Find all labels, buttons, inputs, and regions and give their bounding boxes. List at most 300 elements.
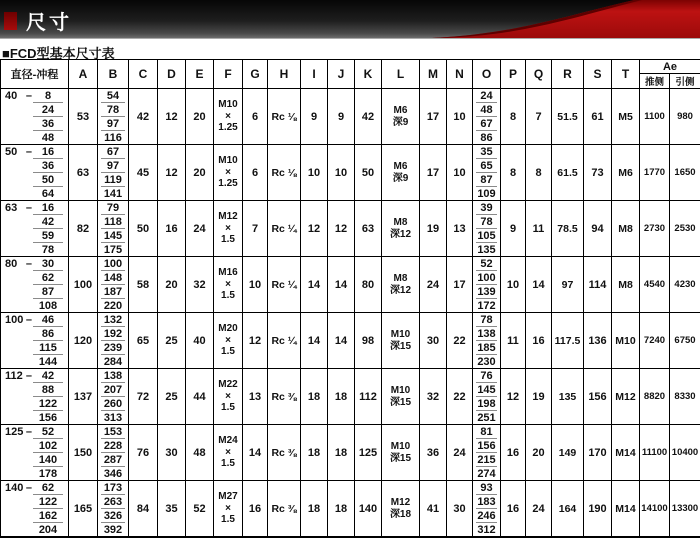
cell-L-line-1: 深15 (382, 341, 419, 353)
cell-T: M5 (612, 89, 640, 145)
diameter-label (1, 257, 33, 271)
cell-F-line-2: 1.5 (214, 234, 242, 246)
stroke-value-0: 30 (33, 257, 63, 271)
cell-J: 12 (328, 201, 355, 257)
cell-ae-push: 8820 (640, 369, 670, 425)
cell-B-value-2: 287 (101, 453, 125, 467)
cell-S: 156 (584, 369, 612, 425)
cell-J: 9 (328, 89, 355, 145)
cell-dia-stroke (1, 369, 69, 425)
cell-M: 24 (420, 257, 447, 313)
cell-L-line-0: M12 (382, 497, 419, 509)
cell-L-line-0: M8 (382, 217, 419, 229)
cell-ae-push: 2730 (640, 201, 670, 257)
cell-B-value-2: 145 (101, 229, 125, 243)
cell-R: 135 (552, 369, 584, 425)
cell-M: 32 (420, 369, 447, 425)
cell-O-stack (473, 313, 500, 368)
cell-D: 25 (158, 369, 186, 425)
cell-O-stack (473, 201, 500, 256)
cell-F-line-0: M10 (214, 99, 242, 111)
cell-S: 190 (584, 481, 612, 538)
diameter-value: 40 (5, 90, 17, 102)
cell-F-lines (214, 425, 242, 480)
col-header-S: S (584, 60, 612, 89)
cell-O-value-0: 81 (476, 425, 497, 439)
cell-dia-stroke (1, 257, 69, 313)
stroke-value-3: 78 (33, 243, 63, 256)
cell-B-value-0: 153 (101, 425, 125, 439)
cell-P: 16 (501, 425, 526, 481)
cell-O-stack (473, 481, 500, 536)
cell-O-value-3: 312 (476, 523, 497, 536)
cell-I: 14 (301, 313, 328, 369)
cell-Q: 7 (526, 89, 552, 145)
stroke-value-2: 115 (33, 341, 63, 355)
cell-F-lines (214, 89, 242, 144)
stroke-value-2: 87 (33, 285, 63, 299)
cell-N: 24 (447, 425, 473, 481)
cell-L (382, 481, 420, 538)
cell-F-line-2: 1.5 (214, 346, 242, 358)
col-header-E: E (186, 60, 214, 89)
table-row (1, 481, 700, 538)
diameter-value: 125 (5, 426, 23, 438)
stroke-value-0: 8 (33, 89, 63, 103)
cell-L-line-1: 深9 (382, 117, 419, 129)
cell-B-value-2: 119 (101, 173, 125, 187)
cell-B-stack (98, 425, 128, 480)
stroke-value-0: 16 (33, 201, 63, 215)
stroke-value-1: 36 (33, 159, 63, 173)
cell-R: 51.5 (552, 89, 584, 145)
cell-L-lines (382, 145, 419, 200)
banner-swoosh-graphic (0, 0, 700, 38)
cell-F (214, 145, 243, 201)
cell-O-stack (473, 425, 500, 480)
stroke-value-2: 122 (33, 397, 63, 411)
cell-B-value-1: 148 (101, 271, 125, 285)
cell-O-value-0: 24 (476, 89, 497, 103)
section-title: ■FCD型基本尺寸表 (0, 40, 700, 59)
table-row (1, 145, 700, 201)
diameter-value: 112 (5, 370, 23, 382)
cell-L-line-1: 深15 (382, 397, 419, 409)
cell-C: 45 (129, 145, 158, 201)
stroke-value-1: 88 (33, 383, 63, 397)
cell-O-value-0: 93 (476, 481, 497, 495)
col-header-D: D (158, 60, 186, 89)
col-header-J: J (328, 60, 355, 89)
cell-T: M14 (612, 481, 640, 538)
cell-B-value-2: 260 (101, 397, 125, 411)
diameter-value: 63 (5, 202, 17, 214)
cell-B-value-0: 132 (101, 313, 125, 327)
stroke-list (33, 313, 63, 368)
cell-P: 11 (501, 313, 526, 369)
cell-I: 10 (301, 145, 328, 201)
diameter-label (1, 369, 33, 383)
cell-F-line-1: × (214, 279, 242, 291)
cell-L-line-1: 深12 (382, 229, 419, 241)
cell-F-line-2: 1.5 (214, 458, 242, 470)
cell-L-line-1: 深9 (382, 173, 419, 185)
cell-F-line-2: 1.5 (214, 290, 242, 302)
cell-F (214, 481, 243, 538)
cell-F (214, 369, 243, 425)
cell-O (473, 145, 501, 201)
cell-M: 30 (420, 313, 447, 369)
cell-ae-pull: 8330 (670, 369, 700, 425)
diameter-dash: – (26, 370, 32, 382)
cell-O-stack (473, 145, 500, 200)
cell-H: Rc ⅜ (268, 425, 301, 481)
dia-stroke-wrap (1, 369, 68, 424)
cell-O-value-3: 135 (476, 243, 497, 256)
col-header-ae-sub-1: 引侧 (670, 74, 700, 89)
dia-stroke-wrap (1, 89, 68, 144)
cell-P: 16 (501, 481, 526, 538)
cell-F (214, 257, 243, 313)
stroke-value-3: 204 (33, 523, 63, 536)
table-row (1, 313, 700, 369)
col-header-ae-sub-0: 推侧 (640, 74, 670, 89)
cell-S: 73 (584, 145, 612, 201)
cell-B (98, 313, 129, 369)
col-header-N: N (447, 60, 473, 89)
cell-H: Rc ¼ (268, 313, 301, 369)
cell-O-value-3: 274 (476, 467, 497, 480)
cell-C: 72 (129, 369, 158, 425)
cell-ae-pull: 6750 (670, 313, 700, 369)
cell-B (98, 257, 129, 313)
cell-O-value-3: 86 (476, 131, 497, 144)
stroke-value-3: 48 (33, 131, 63, 144)
cell-B-stack (98, 145, 128, 200)
col-header-L: L (382, 60, 420, 89)
cell-R: 61.5 (552, 145, 584, 201)
cell-T: M14 (612, 425, 640, 481)
cell-F-line-1: × (214, 111, 242, 123)
cell-O-value-1: 48 (476, 103, 497, 117)
cell-H: Rc ¼ (268, 201, 301, 257)
cell-L (382, 257, 420, 313)
page-title: 尺寸 (26, 6, 72, 35)
cell-F-line-0: M27 (214, 491, 242, 503)
cell-F-lines (214, 369, 242, 424)
cell-L (382, 425, 420, 481)
cell-Q: 8 (526, 145, 552, 201)
cell-N: 30 (447, 481, 473, 538)
cell-D: 12 (158, 145, 186, 201)
cell-B (98, 201, 129, 257)
cell-ae-pull: 10400 (670, 425, 700, 481)
cell-T: M8 (612, 257, 640, 313)
cell-O (473, 201, 501, 257)
stroke-value-0: 52 (33, 425, 63, 439)
cell-F-line-1: × (214, 223, 242, 235)
cell-N: 22 (447, 313, 473, 369)
cell-E: 20 (186, 145, 214, 201)
cell-B (98, 89, 129, 145)
cell-O-value-1: 78 (476, 215, 497, 229)
cell-O-value-1: 100 (476, 271, 497, 285)
diameter-label (1, 481, 33, 495)
stroke-value-0: 16 (33, 145, 63, 159)
cell-O-value-2: 185 (476, 341, 497, 355)
cell-E: 40 (186, 313, 214, 369)
stroke-list (33, 145, 63, 200)
col-header-Q: Q (526, 60, 552, 89)
cell-G: 6 (243, 89, 268, 145)
cell-L (382, 89, 420, 145)
cell-K: 50 (355, 145, 382, 201)
cell-B-value-3: 284 (101, 355, 125, 368)
cell-E: 44 (186, 369, 214, 425)
stroke-list (33, 425, 63, 480)
cell-J: 10 (328, 145, 355, 201)
cell-B-value-0: 100 (101, 257, 125, 271)
cell-L (382, 369, 420, 425)
cell-O-value-0: 39 (476, 201, 497, 215)
col-header-O: O (473, 60, 501, 89)
banner-red-square-icon (4, 12, 17, 30)
cell-B-value-3: 141 (101, 187, 125, 200)
diameter-dash: – (26, 482, 32, 494)
cell-O-value-3: 251 (476, 411, 497, 424)
stroke-value-1: 24 (33, 103, 63, 117)
table-row (1, 369, 700, 425)
cell-L-line-0: M10 (382, 329, 419, 341)
cell-E: 24 (186, 201, 214, 257)
cell-K: 140 (355, 481, 382, 538)
diameter-value: 50 (5, 146, 17, 158)
cell-P: 12 (501, 369, 526, 425)
stroke-value-2: 50 (33, 173, 63, 187)
cell-O-value-3: 109 (476, 187, 497, 200)
cell-P: 9 (501, 201, 526, 257)
cell-P: 8 (501, 89, 526, 145)
cell-O (473, 425, 501, 481)
cell-ae-push: 4540 (640, 257, 670, 313)
cell-B-value-1: 207 (101, 383, 125, 397)
cell-E: 48 (186, 425, 214, 481)
cell-G: 10 (243, 257, 268, 313)
stroke-list (33, 89, 63, 144)
col-header-B: B (98, 60, 129, 89)
cell-N: 10 (447, 89, 473, 145)
cell-dia-stroke (1, 89, 69, 145)
cell-L (382, 201, 420, 257)
cell-H: Rc ⅜ (268, 369, 301, 425)
stroke-value-1: 122 (33, 495, 63, 509)
cell-O-value-3: 230 (476, 355, 497, 368)
cell-B (98, 145, 129, 201)
cell-N: 22 (447, 369, 473, 425)
cell-B-stack (98, 89, 128, 144)
cell-J: 14 (328, 257, 355, 313)
stroke-value-3: 64 (33, 187, 63, 200)
stroke-list (33, 481, 63, 536)
table-row (1, 257, 700, 313)
cell-B-value-2: 239 (101, 341, 125, 355)
dia-stroke-wrap (1, 313, 68, 368)
cell-H: Rc ¼ (268, 257, 301, 313)
cell-S: 114 (584, 257, 612, 313)
diameter-value: 80 (5, 258, 17, 270)
cell-O-value-1: 156 (476, 439, 497, 453)
cell-B-value-0: 79 (101, 201, 125, 215)
diameter-dash: – (26, 258, 32, 270)
cell-N: 13 (447, 201, 473, 257)
col-header-K: K (355, 60, 382, 89)
cell-D: 25 (158, 313, 186, 369)
cell-A: 120 (69, 313, 98, 369)
stroke-value-2: 36 (33, 117, 63, 131)
stroke-value-2: 162 (33, 509, 63, 523)
cell-A: 53 (69, 89, 98, 145)
cell-F-line-0: M12 (214, 211, 242, 223)
col-header-M: M (420, 60, 447, 89)
cell-J: 18 (328, 481, 355, 538)
dia-stroke-wrap (1, 145, 68, 200)
cell-F-line-0: M20 (214, 323, 242, 335)
table-row (1, 425, 700, 481)
col-header-A: A (69, 60, 98, 89)
cell-I: 18 (301, 425, 328, 481)
stroke-list (33, 369, 63, 424)
cell-F-line-1: × (214, 167, 242, 179)
cell-D: 35 (158, 481, 186, 538)
cell-B-value-3: 313 (101, 411, 125, 424)
diameter-dash: – (26, 90, 32, 102)
cell-F-line-2: 1.5 (214, 402, 242, 414)
cell-O-stack (473, 257, 500, 312)
cell-L-lines (382, 313, 419, 368)
cell-H: Rc ⅛ (268, 145, 301, 201)
cell-K: 80 (355, 257, 382, 313)
cell-C: 84 (129, 481, 158, 538)
cell-O (473, 313, 501, 369)
cell-B-stack (98, 481, 128, 536)
cell-L-line-1: 深12 (382, 285, 419, 297)
cell-O (473, 369, 501, 425)
cell-M: 17 (420, 89, 447, 145)
stroke-value-2: 140 (33, 453, 63, 467)
cell-P: 10 (501, 257, 526, 313)
cell-F-line-2: 1.25 (214, 178, 242, 190)
cell-B (98, 481, 129, 538)
cell-F-line-2: 1.25 (214, 122, 242, 134)
cell-G: 7 (243, 201, 268, 257)
cell-A: 100 (69, 257, 98, 313)
cell-Q: 11 (526, 201, 552, 257)
cell-F-line-0: M24 (214, 435, 242, 447)
cell-O-value-1: 183 (476, 495, 497, 509)
cell-J: 14 (328, 313, 355, 369)
cell-B (98, 369, 129, 425)
cell-O-value-2: 215 (476, 453, 497, 467)
diameter-value: 100 (5, 314, 23, 326)
stroke-value-1: 62 (33, 271, 63, 285)
cell-Q: 14 (526, 257, 552, 313)
cell-T: M6 (612, 145, 640, 201)
cell-O-value-0: 76 (476, 369, 497, 383)
dia-stroke-wrap (1, 425, 68, 480)
cell-Q: 16 (526, 313, 552, 369)
cell-F (214, 201, 243, 257)
cell-L-line-0: M6 (382, 105, 419, 117)
diameter-label (1, 425, 33, 439)
stroke-value-0: 62 (33, 481, 63, 495)
cell-S: 94 (584, 201, 612, 257)
col-header-Ae: Ae (640, 60, 700, 74)
cell-O-value-2: 67 (476, 117, 497, 131)
cell-C: 50 (129, 201, 158, 257)
cell-I: 18 (301, 369, 328, 425)
cell-M: 17 (420, 145, 447, 201)
stroke-value-0: 46 (33, 313, 63, 327)
cell-dia-stroke (1, 201, 69, 257)
col-header-R: R (552, 60, 584, 89)
col-header-F: F (214, 60, 243, 89)
cell-C: 42 (129, 89, 158, 145)
cell-B-value-1: 192 (101, 327, 125, 341)
cell-O-value-2: 198 (476, 397, 497, 411)
cell-O-value-2: 105 (476, 229, 497, 243)
cell-F-line-0: M16 (214, 267, 242, 279)
col-header-P: P (501, 60, 526, 89)
cell-B (98, 425, 129, 481)
cell-F (214, 89, 243, 145)
cell-N: 17 (447, 257, 473, 313)
cell-I: 9 (301, 89, 328, 145)
cell-T: M8 (612, 201, 640, 257)
cell-ae-pull: 1650 (670, 145, 700, 201)
cell-T: M12 (612, 369, 640, 425)
cell-ae-pull: 4230 (670, 257, 700, 313)
cell-H: Rc ⅜ (268, 481, 301, 538)
cell-L-line-1: 深18 (382, 509, 419, 521)
dia-stroke-wrap (1, 481, 68, 536)
cell-C: 58 (129, 257, 158, 313)
page-banner (0, 0, 700, 38)
stroke-value-3: 178 (33, 467, 63, 480)
cell-G: 6 (243, 145, 268, 201)
cell-F-line-1: × (214, 503, 242, 515)
cell-K: 98 (355, 313, 382, 369)
cell-B-value-1: 97 (101, 159, 125, 173)
cell-B-stack (98, 257, 128, 312)
cell-C: 65 (129, 313, 158, 369)
cell-O-value-1: 145 (476, 383, 497, 397)
cell-O-value-2: 87 (476, 173, 497, 187)
cell-ae-push: 14100 (640, 481, 670, 538)
cell-dia-stroke (1, 313, 69, 369)
cell-B-value-3: 392 (101, 523, 125, 536)
cell-T: M10 (612, 313, 640, 369)
dia-stroke-wrap (1, 201, 68, 256)
cell-N: 10 (447, 145, 473, 201)
cell-L-lines (382, 257, 419, 312)
cell-F-lines (214, 145, 242, 200)
diameter-dash: – (26, 314, 32, 326)
cell-ae-push: 1770 (640, 145, 670, 201)
cell-F-line-1: × (214, 335, 242, 347)
col-header-G: G (243, 60, 268, 89)
cell-F-line-0: M22 (214, 379, 242, 391)
cell-B-value-2: 326 (101, 509, 125, 523)
